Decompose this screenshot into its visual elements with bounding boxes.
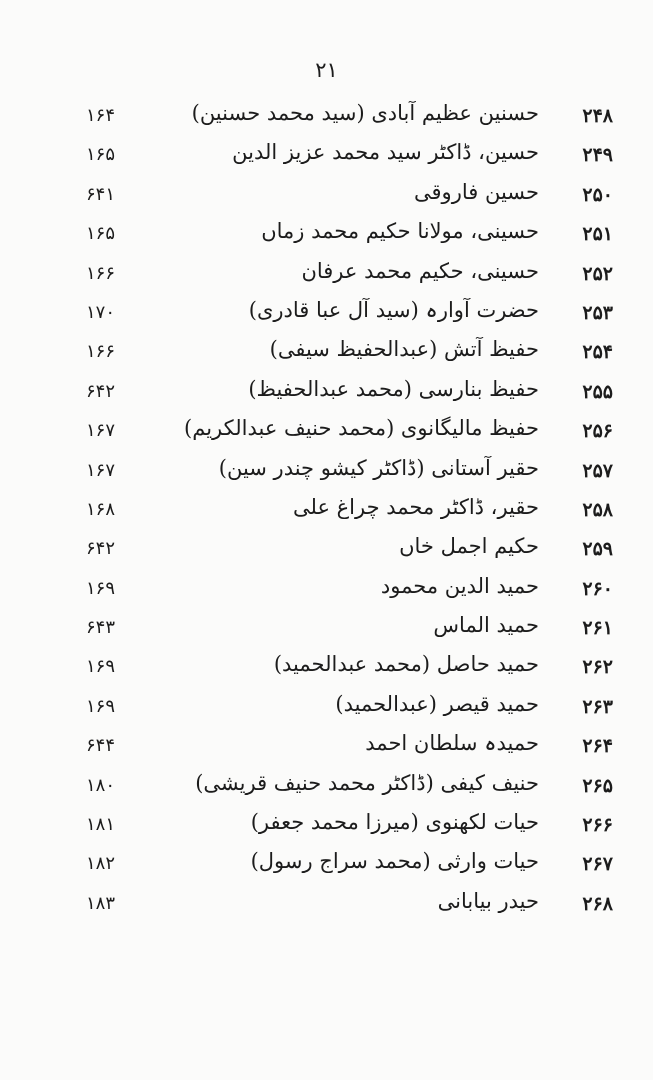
entry-index: ۲۴۹ bbox=[582, 144, 613, 167]
entry-page: ۶۴۳ bbox=[86, 617, 116, 639]
entry-name: حیات لکھنوی (میرزا محمد جعفر) bbox=[250, 810, 539, 835]
entry-page: ۱۶۵ bbox=[86, 144, 116, 166]
entry-index: ۲۶۴ bbox=[582, 735, 613, 758]
entry-name: حضرت آوارہ (سید آل عبا قادری) bbox=[248, 297, 539, 322]
entry-index: ۲۶۳ bbox=[582, 695, 613, 718]
list-item bbox=[0, 217, 653, 256]
entry-index: ۲۵۲ bbox=[582, 262, 613, 285]
entry-name: حفیظ بنارسی (محمد عبدالحفیظ) bbox=[248, 376, 539, 401]
entry-index: ۲۶۷ bbox=[582, 853, 613, 876]
entry-page: ۱۶۸ bbox=[86, 498, 116, 520]
entry-name: حقیر، ڈاکٹر محمد چراغ علی bbox=[292, 494, 539, 519]
entry-index: ۲۵۷ bbox=[582, 459, 613, 482]
entry-name: حمیدہ سلطان احمد bbox=[365, 731, 539, 756]
entry-index: ۲۴۸ bbox=[582, 105, 613, 127]
list-item bbox=[0, 296, 653, 335]
entry-page: ۱۶۹ bbox=[86, 656, 116, 678]
entry-index: ۲۵۶ bbox=[582, 420, 613, 443]
list-item bbox=[0, 690, 653, 729]
entry-page: ۱۶۷ bbox=[86, 420, 116, 442]
entry-index: ۲۵۱ bbox=[582, 223, 613, 246]
entry-name: حیات وارثی (محمد سراج رسول) bbox=[250, 849, 539, 874]
entry-index: ۲۶۱ bbox=[582, 617, 613, 640]
list-item bbox=[0, 138, 653, 177]
entry-index: ۲۵۰ bbox=[582, 183, 613, 206]
list-item bbox=[0, 335, 653, 374]
entry-name: حسنین عظیم آبادی (سید محمد حسنین) bbox=[191, 101, 539, 125]
entry-page: ۶۴۴ bbox=[86, 735, 116, 757]
entry-index: ۲۵۵ bbox=[582, 380, 613, 403]
entry-index: ۲۶۰ bbox=[582, 577, 613, 600]
entry-page: ۱۷۰ bbox=[86, 301, 116, 323]
index-list bbox=[0, 99, 653, 926]
list-item bbox=[0, 650, 653, 689]
entry-name: حفیظ آتش (عبدالحفیظ سیفی) bbox=[269, 337, 539, 362]
entry-page: ۶۴۲ bbox=[86, 380, 116, 402]
entry-page: ۱۶۴ bbox=[86, 105, 116, 126]
list-item bbox=[0, 99, 653, 138]
entry-index: ۲۵۴ bbox=[582, 341, 613, 364]
list-item bbox=[0, 611, 653, 650]
entry-page: ۱۶۵ bbox=[86, 223, 116, 245]
entry-page: ۶۴۲ bbox=[86, 538, 116, 560]
entry-index: ۲۶۲ bbox=[582, 656, 613, 679]
list-item bbox=[0, 887, 653, 926]
entry-page: ۱۶۶ bbox=[86, 262, 116, 284]
entry-index: ۲۵۸ bbox=[582, 498, 613, 521]
entry-name: حفیظ مالیگانوی (محمد حنیف عبدالکریم) bbox=[184, 416, 539, 441]
list-item bbox=[0, 729, 653, 768]
list-item bbox=[0, 847, 653, 886]
list-item bbox=[0, 808, 653, 847]
entry-index: ۲۵۹ bbox=[582, 538, 613, 561]
entry-name: حنیف کیفی (ڈاکٹر محمد حنیف قریشی) bbox=[195, 770, 539, 795]
list-item bbox=[0, 532, 653, 571]
entry-name: حسین، ڈاکٹر سید محمد عزیز الدین bbox=[232, 140, 539, 165]
entry-index: ۲۵۳ bbox=[582, 301, 613, 324]
entry-name: حمید الماس bbox=[433, 613, 539, 638]
entry-page: ۱۸۰ bbox=[86, 774, 116, 796]
entry-name: حکیم اجمل خاں bbox=[399, 534, 539, 559]
entry-index: ۲۶۵ bbox=[582, 774, 613, 797]
entry-page: ۱۸۱ bbox=[86, 814, 116, 836]
list-item bbox=[0, 257, 653, 296]
entry-name: حمید الدین محمود bbox=[380, 573, 539, 598]
list-item bbox=[0, 375, 653, 414]
entry-page: ۱۶۹ bbox=[86, 577, 116, 599]
entry-name: حیدر بیابانی bbox=[437, 888, 539, 913]
entry-name: حسینی، حکیم محمد عرفان bbox=[301, 258, 539, 283]
page-number: ۲۱ bbox=[315, 58, 338, 82]
entry-page: ۶۴۱ bbox=[86, 183, 116, 205]
entry-page: ۱۸۳ bbox=[86, 892, 116, 914]
list-item bbox=[0, 493, 653, 532]
list-item bbox=[0, 454, 653, 493]
entry-name: حسینی، مولانا حکیم محمد زماں bbox=[261, 219, 539, 244]
list-item bbox=[0, 769, 653, 808]
list-item bbox=[0, 414, 653, 453]
entry-name: حمید حاصل (محمد عبدالحمید) bbox=[273, 652, 539, 677]
entry-index: ۲۶۶ bbox=[582, 814, 613, 837]
entry-name: حقیر آستانی (ڈاکٹر کیشو چندر سین) bbox=[218, 455, 539, 480]
entry-name: حمید قیصر (عبدالحمید) bbox=[335, 691, 539, 716]
entry-page: ۱۸۲ bbox=[86, 853, 116, 875]
entry-page: ۱۶۶ bbox=[86, 341, 116, 363]
list-item bbox=[0, 572, 653, 611]
entry-page: ۱۶۹ bbox=[86, 695, 116, 717]
list-item bbox=[0, 178, 653, 217]
entry-page: ۱۶۷ bbox=[86, 459, 116, 481]
entry-name: حسین فاروقی bbox=[414, 179, 539, 204]
entry-index: ۲۶۸ bbox=[582, 892, 613, 915]
